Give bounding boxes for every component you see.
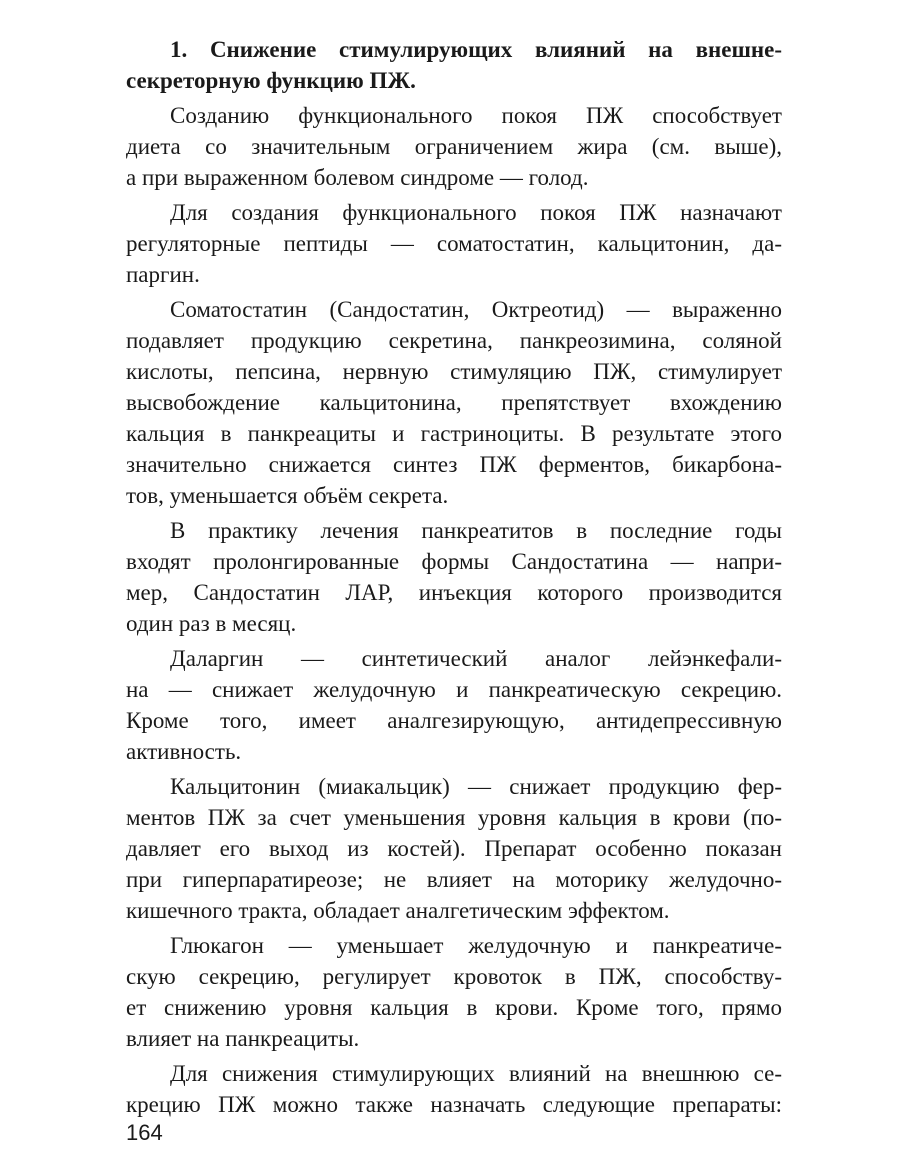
text-line: Для снижения стимулирующих влияний на внешнюю се- bbox=[170, 1061, 782, 1086]
paragraph bbox=[126, 197, 782, 290]
text-line: значительно снижается синтез ПЖ ферментов, бикарбона- bbox=[126, 452, 782, 477]
paragraph bbox=[126, 294, 782, 511]
heading-line: секреторную функцию ПЖ. bbox=[126, 68, 416, 93]
text-line: ментов ПЖ за счет уменьшения уровня кальция в крови (по- bbox=[126, 805, 782, 830]
text-line: диета со значительным ограничением жира (см. выше), bbox=[126, 134, 782, 159]
paragraph bbox=[126, 930, 782, 1054]
text-line: на — снижает желудочную и панкреатическую секрецию. bbox=[126, 677, 782, 702]
text-line: Соматостатин (Сандостатин, Октреотид) — выраженно bbox=[170, 297, 782, 322]
paragraph bbox=[126, 100, 782, 193]
text-line: входят пролонгированные формы Сандостатина — напри- bbox=[126, 549, 782, 574]
text-line: скую секрецию, регулирует кровоток в ПЖ, способству- bbox=[126, 964, 782, 989]
text-line: высвобождение кальцитонина, препятствует вхождению bbox=[126, 390, 782, 415]
text-line: активность. bbox=[126, 739, 242, 764]
text-line: ет снижению уровня кальция в крови. Кроме того, прямо bbox=[126, 995, 782, 1020]
text-line: Созданию функционального покоя ПЖ способствует bbox=[170, 103, 782, 128]
text-line: Глюкагон — уменьшает желудочную и панкреатиче- bbox=[170, 933, 782, 958]
text-line: влияет на панкреациты. bbox=[126, 1026, 360, 1051]
text-line: крецию ПЖ можно также назначать следующие препараты: bbox=[126, 1092, 782, 1117]
text-line: Для создания функционального покоя ПЖ назначают bbox=[170, 200, 782, 225]
text-line: один раз в месяц. bbox=[126, 611, 297, 636]
text-line: паргин. bbox=[126, 262, 200, 287]
text-line: мер, Сандостатин ЛАР, инъекция которого производится bbox=[126, 580, 782, 605]
paragraph bbox=[126, 771, 782, 926]
text-line: кальция в панкреациты и гастриноциты. В результате этого bbox=[126, 421, 782, 446]
text-line: В практику лечения панкреатитов в последние годы bbox=[170, 518, 782, 543]
paragraph bbox=[126, 1058, 782, 1120]
text-line: при гиперпаратиреозе; не влияет на моторику желудочно- bbox=[126, 867, 782, 892]
text-line: тов, уменьшается объём секрета. bbox=[126, 483, 449, 508]
paragraph bbox=[126, 643, 782, 767]
text-line: регуляторные пептиды — соматостатин, кальцитонин, да- bbox=[126, 231, 782, 256]
text-line: кишечного тракта, обладает аналгетическим эффектом. bbox=[126, 898, 670, 923]
text-line: подавляет продукцию секретина, панкреозимина, соляной bbox=[126, 328, 782, 353]
paragraph bbox=[126, 515, 782, 639]
text-line: кислоты, пепсина, нервную стимуляцию ПЖ, стимулирует bbox=[126, 359, 782, 384]
text-line: а при выраженном болевом синдроме — голод. bbox=[126, 165, 589, 190]
text-line: Кроме того, имеет аналгезирующую, антидепрессивную bbox=[126, 708, 782, 733]
text-line: Даларгин — синтетический аналог лейэнкефали- bbox=[170, 646, 782, 671]
text-line: Кальцитонин (миакальцик) — снижает продукцию фер- bbox=[170, 774, 782, 799]
page-body bbox=[126, 34, 782, 1120]
heading-line: 1. Снижение стимулирующих влияний на внешне- bbox=[170, 37, 782, 62]
text-line: давляет его выход из костей). Препарат особенно показан bbox=[126, 836, 782, 861]
page-number: 164 bbox=[126, 1120, 163, 1145]
section-heading bbox=[126, 34, 782, 96]
